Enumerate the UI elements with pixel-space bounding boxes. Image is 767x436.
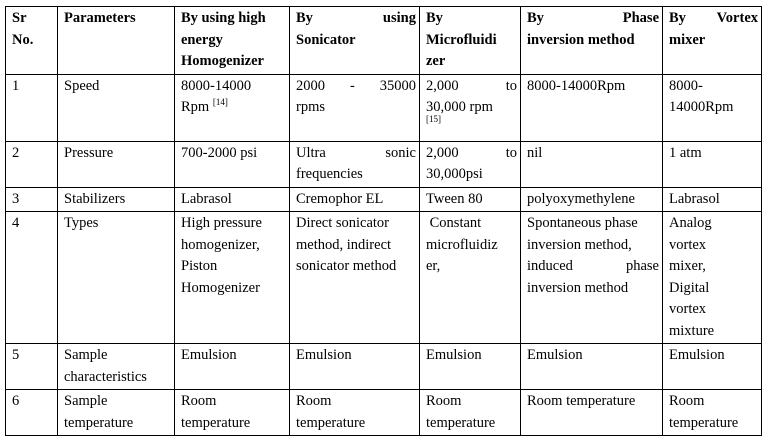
cell-sonicator: Emulsion (290, 344, 420, 390)
cell-homogenizer: 8000-14000 Rpm [14] (175, 74, 290, 141)
reference-15: [15] (426, 113, 441, 124)
cell-sonicator: Cremophor EL (290, 187, 420, 212)
cell-parameter: Speed (58, 74, 175, 141)
cell-microfluidizer: Tween 80 (420, 187, 521, 212)
cell-sonicator: Room temperature (290, 390, 420, 436)
cell-phase-inversion: 8000-14000Rpm (521, 74, 663, 141)
cell-microfluidizer: Room temperature (420, 390, 521, 436)
table-row-types (6, 212, 762, 344)
cell-phase-inversion: Room temperature (521, 390, 663, 436)
header-cell-parameters: Parameters (58, 7, 175, 75)
cell-vortex: Analog vortex mixer, Digital vortex mixture (663, 212, 762, 344)
table-row-pressure (6, 141, 762, 187)
table-row-speed (6, 74, 762, 141)
cell-phase-inversion: polyoxymethylene (521, 187, 663, 212)
header-cell-sonicator: By using Sonicator (290, 7, 420, 75)
cell-vortex: Emulsion (663, 344, 762, 390)
cell-sonicator: Direct sonicator method, indirect sonicator method (290, 212, 420, 344)
cell-homogenizer: Labrasol (175, 187, 290, 212)
cell-sr: 5 (6, 344, 58, 390)
header-cell-vortex-mixer: By Vortex mixer (663, 7, 762, 75)
cell-parameter: Pressure (58, 141, 175, 187)
cell-microfluidizer: Constant microfluidiz er, (420, 212, 521, 344)
reference-14: [14] (212, 97, 228, 108)
cell-parameter: Types (58, 212, 175, 344)
cell-homogenizer: Emulsion (175, 344, 290, 390)
header-cell-sr-no: Sr No. (6, 7, 58, 75)
header-row (6, 7, 762, 75)
table-row-sample-characteristics (6, 344, 762, 390)
table-row-sample-temperature (6, 390, 762, 436)
cell-sr: 6 (6, 390, 58, 436)
cell-microfluidizer: 2,000 to 30,000 rpm [15] (420, 74, 521, 141)
cell-microfluidizer: 2,000 to 30,000psi (420, 141, 521, 187)
cell-sr: 2 (6, 141, 58, 187)
cell-vortex: Labrasol (663, 187, 762, 212)
table-row-stabilizers (6, 187, 762, 212)
cell-vortex: 8000- 14000Rpm (663, 74, 762, 141)
header-cell-homogenizer: By using high energy Homogenizer (175, 7, 290, 75)
cell-phase-inversion: Spontaneous phase inversion method, induced phase inversion method (521, 212, 663, 344)
cell-phase-inversion: Emulsion (521, 344, 663, 390)
header-cell-microfluidizer: By Microfluidi zer (420, 7, 521, 75)
cell-sonicator: Ultra sonic frequencies (290, 141, 420, 187)
cell-sr: 1 (6, 74, 58, 141)
cell-parameter: Sample characteristics (58, 344, 175, 390)
cell-sr: 3 (6, 187, 58, 212)
header-cell-phase-inversion: By Phase inversion method (521, 7, 663, 75)
cell-vortex: 1 atm (663, 141, 762, 187)
cell-sr: 4 (6, 212, 58, 344)
cell-vortex: Room temperature (663, 390, 762, 436)
cell-homogenizer: High pressure homogenizer, Piston Homogenizer (175, 212, 290, 344)
cell-sonicator: 2000 - 35000 rpms (290, 74, 420, 141)
cell-homogenizer: 700-2000 psi (175, 141, 290, 187)
cell-homogenizer: Room temperature (175, 390, 290, 436)
cell-parameter: Stabilizers (58, 187, 175, 212)
comparison-table (5, 6, 762, 436)
cell-parameter: Sample temperature (58, 390, 175, 436)
cell-microfluidizer: Emulsion (420, 344, 521, 390)
cell-phase-inversion: nil (521, 141, 663, 187)
